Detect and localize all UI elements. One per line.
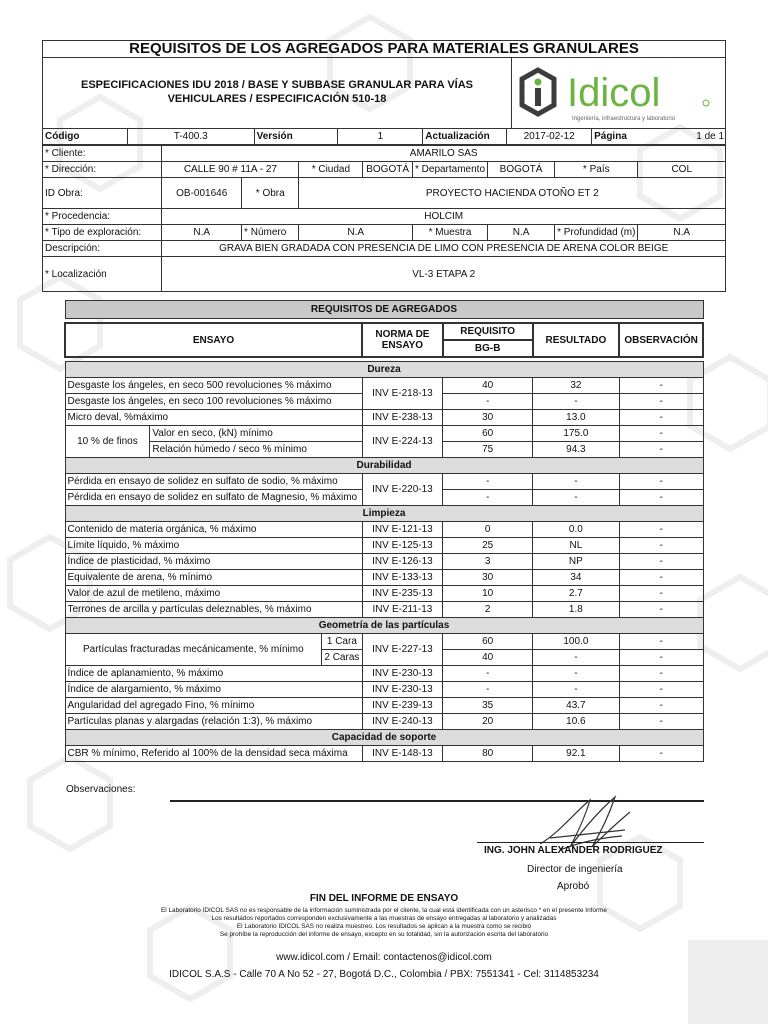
resultado-cell: 0.0 <box>533 522 620 538</box>
norma-cell: INV E-240-13 <box>362 714 443 730</box>
table-row <box>65 410 703 426</box>
id-obra-label: ID Obra: <box>43 178 162 209</box>
ensayo-cell: Desgaste los ángeles, en seco 100 revoluciones % máximo <box>65 394 362 410</box>
requisito-cell: 60 <box>443 426 533 442</box>
norma-cell: INV E-239-13 <box>362 698 443 714</box>
cliente-value: AMARILO SAS <box>162 146 726 162</box>
ciudad-value: BOGOTÁ <box>363 162 413 178</box>
norma-cell: INV E-133-13 <box>362 570 443 586</box>
requirements-table <box>64 300 704 762</box>
procedencia-label: * Procedencia: <box>43 209 162 225</box>
requisito-cell: 80 <box>443 746 533 762</box>
requisito-cell: - <box>443 490 533 506</box>
requisito-cell: 3 <box>443 554 533 570</box>
id-obra-value: OB-001646 <box>162 178 242 209</box>
resultado-cell: - <box>533 394 620 410</box>
col-resultado: RESULTADO <box>533 323 620 357</box>
observacion-cell: - <box>619 522 703 538</box>
observacion-cell: - <box>619 426 703 442</box>
resultado-cell: 13.0 <box>533 410 620 426</box>
col-observacion: OBSERVACIÓN <box>619 323 703 357</box>
resultado-cell: NP <box>533 554 620 570</box>
observacion-cell: - <box>619 682 703 698</box>
table-row <box>65 378 703 394</box>
observacion-cell: - <box>619 442 703 458</box>
resultado-cell: 175.0 <box>533 426 620 442</box>
table-row <box>65 570 703 586</box>
norma-cell: INV E-227-13 <box>362 634 443 666</box>
table-row <box>65 586 703 602</box>
requisito-cell: 40 <box>443 650 533 666</box>
table-row <box>65 426 703 442</box>
table-row <box>65 666 703 682</box>
resultado-cell: 100.0 <box>533 634 620 650</box>
requisito-cell: 30 <box>443 570 533 586</box>
muestra-label: * Muestra <box>412 225 487 241</box>
descripcion-label: Descripción: <box>43 241 162 257</box>
actualizacion-value: 2017-02-12 <box>507 129 592 145</box>
signer-name: ING. JOHN ALEXANDER RODRIGUEZ <box>484 845 663 856</box>
ciudad-label: * Ciudad <box>299 162 363 178</box>
norma-cell: INV E-121-13 <box>362 522 443 538</box>
ensayo-cell: Pérdida en ensayo de solidez en sulfato de sodio, % máximo <box>65 474 362 490</box>
ensayo-cell: Pérdida en ensayo de solidez en sulfato de Magnesio, % máximo <box>65 490 362 506</box>
logo-brand: Idicol <box>567 71 661 115</box>
ensayo-cell: Desgaste los ángeles, en seco 500 revoluciones % máximo <box>65 378 362 394</box>
muestra-value: N.A <box>488 225 555 241</box>
requirements-title: REQUISITOS DE AGREGADOS <box>65 301 703 319</box>
observacion-cell: - <box>619 490 703 506</box>
procedencia-value: HOLCIM <box>162 209 726 225</box>
signature-line <box>477 842 704 843</box>
ensayo-cell: Índice de alargamiento, % máximo <box>65 682 362 698</box>
client-info-table <box>42 128 726 145</box>
table-row <box>65 682 703 698</box>
observacion-cell: - <box>619 746 703 762</box>
norma-cell: INV E-126-13 <box>362 554 443 570</box>
departamento-label: * Departamento <box>412 162 487 178</box>
resultado-cell: 92.1 <box>533 746 620 762</box>
table-row <box>65 554 703 570</box>
profundidad-label: * Profundidad (m) <box>555 225 638 241</box>
requisito-cell: 20 <box>443 714 533 730</box>
section-capacidad: Capacidad de soporte <box>65 730 703 746</box>
resultado-cell: 1.8 <box>533 602 620 618</box>
observacion-cell: - <box>619 554 703 570</box>
localizacion-value: VL-3 ETAPA 2 <box>162 257 726 292</box>
resultado-cell: - <box>533 666 620 682</box>
resultado-cell: 32 <box>533 378 620 394</box>
company-logo <box>511 57 726 129</box>
requisito-cell: 30 <box>443 410 533 426</box>
col-requisito: REQUISITO <box>443 323 533 340</box>
requisito-cell: 35 <box>443 698 533 714</box>
resultado-cell: - <box>533 650 620 666</box>
obra-label: * Obra <box>242 178 299 209</box>
group-cell: Partículas fracturadas mecánicamente, % mínimo <box>65 634 322 666</box>
observacion-cell: - <box>619 650 703 666</box>
resultado-cell: - <box>533 682 620 698</box>
table-row <box>65 538 703 554</box>
tipo-exploracion-label: * Tipo de exploración: <box>43 225 162 241</box>
pagina-cell <box>592 129 726 145</box>
table-row <box>65 746 703 762</box>
requisito-cell: 40 <box>443 378 533 394</box>
table-row <box>65 698 703 714</box>
requisito-cell: 75 <box>443 442 533 458</box>
specification-heading <box>42 57 512 129</box>
observacion-cell: - <box>619 586 703 602</box>
norma-cell: INV E-220-13 <box>362 474 443 506</box>
resultado-cell: 94.3 <box>533 442 620 458</box>
numero-label: * Número <box>242 225 299 241</box>
disclaimer-line: Se prohíbe la reproducción del informe de ensayo, excepto en su totalidad, sin la autorización escrita del laboratorio <box>219 931 549 938</box>
codigo-value: T-400.3 <box>127 129 254 145</box>
pais-label: * País <box>555 162 638 178</box>
disclaimer-line: El Laboratorio IDICOL SAS no es responsable de la información suministrada por el cliente, la cual está identificada con un asterisco * en el presente Informe <box>161 907 607 914</box>
pais-value: COL <box>638 162 726 178</box>
website-contact: www.idicol.com / Email: contactenos@idicol.com <box>276 952 492 963</box>
requisito-cell: 2 <box>443 602 533 618</box>
ensayo-cell: Contenido de materia orgánica, % máximo <box>65 522 362 538</box>
obra-value: PROYECTO HACIENDA OTOÑO ET 2 <box>299 178 726 209</box>
observacion-cell: - <box>619 394 703 410</box>
actualizacion-label: Actualización <box>423 129 507 145</box>
group-cell: 10 % de finos <box>65 426 150 458</box>
observacion-cell: - <box>619 570 703 586</box>
departamento-value: BOGOTÁ <box>488 162 555 178</box>
table-row <box>65 474 703 490</box>
norma-cell: INV E-211-13 <box>362 602 443 618</box>
observacion-cell: - <box>619 378 703 394</box>
ensayo-cell: Angularidad del agregado Fino, % mínimo <box>65 698 362 714</box>
disclaimer <box>60 907 708 939</box>
norma-cell: INV E-230-13 <box>362 666 443 682</box>
section-geometria: Geometría de las partículas <box>65 618 703 634</box>
ensayo-cell: Índice de plasticidad, % máximo <box>65 554 362 570</box>
resultado-cell: - <box>533 474 620 490</box>
disclaimer-line: Los resultados reportados corresponden exclusivamente a las muestras de ensayo entregadas al laboratorio y analizadas <box>211 915 557 922</box>
norma-cell: INV E-148-13 <box>362 746 443 762</box>
requisito-cell: 25 <box>443 538 533 554</box>
company-address: IDICOL S.A.S - Calle 70 A No 52 - 27, Bogotá D.C., Colombia / PBX: 7551341 - Cel: 3114853234 <box>169 969 599 980</box>
table-row <box>65 522 703 538</box>
requisito-cell: - <box>443 666 533 682</box>
cliente-label: * Cliente: <box>43 146 162 162</box>
col-norma: NORMA DE ENSAYO <box>362 323 443 357</box>
observacion-cell: - <box>619 714 703 730</box>
resultado-cell: 10.6 <box>533 714 620 730</box>
ensayo-cell: Equivalente de arena, % mínimo <box>65 570 362 586</box>
observaciones-label: Observaciones: <box>66 784 136 795</box>
observacion-cell: - <box>619 474 703 490</box>
ensayo-cell: Valor de azul de metileno, máximo <box>65 586 362 602</box>
section-limpieza: Limpieza <box>65 506 703 522</box>
requisito-cell: 0 <box>443 522 533 538</box>
spec-line-1: ESPECIFICACIONES IDU 2018 / BASE Y SUBBASE GRANULAR PARA VÍAS <box>80 79 473 92</box>
col-requisito-sub: BG-B <box>443 340 533 357</box>
norma-cell: INV E-125-13 <box>362 538 443 554</box>
col-ensayo: ENSAYO <box>65 323 362 357</box>
report-title: REQUISITOS DE LOS AGREGADOS PARA MATERIALES GRANULARES <box>42 40 726 58</box>
ensayo-cell: Partículas planas y alargadas (relación 1:3), % máximo <box>65 714 362 730</box>
table-row <box>65 714 703 730</box>
numero-value: N.A <box>299 225 413 241</box>
norma-cell: INV E-218-13 <box>362 378 443 410</box>
observacion-cell: - <box>619 538 703 554</box>
requisito-cell: - <box>443 474 533 490</box>
direccion-label: * Dirección: <box>43 162 162 178</box>
resultado-cell: 43.7 <box>533 698 620 714</box>
sub-cell: 2 Caras <box>322 650 362 666</box>
resultado-cell: 34 <box>533 570 620 586</box>
tipo-exploracion-value: N.A <box>162 225 242 241</box>
requisito-cell: 60 <box>443 634 533 650</box>
codigo-label: Código <box>43 129 128 145</box>
client-details-table <box>42 145 726 292</box>
pagina-label: Página <box>594 131 627 142</box>
norma-cell: INV E-230-13 <box>362 682 443 698</box>
ensayo-cell: Límite líquido, % máximo <box>65 538 362 554</box>
requisito-cell: - <box>443 682 533 698</box>
resultado-cell: - <box>533 490 620 506</box>
section-dureza: Dureza <box>65 362 703 378</box>
ensayo-cell: Relación húmedo / seco % mínimo <box>150 442 362 458</box>
section-durabilidad: Durabilidad <box>65 458 703 474</box>
table-row <box>65 634 703 650</box>
version-label: Versión <box>254 129 338 145</box>
ensayo-cell: Terrones de arcilla y partículas deleznables, % máximo <box>65 602 362 618</box>
norma-cell: INV E-235-13 <box>362 586 443 602</box>
disclaimer-line: El Laboratorio IDICOL SAS no realiza muestreo. Los resultados se aplican a la muestra como se recibió <box>236 923 532 930</box>
ensayo-cell: Valor en seco, (kN) mínimo <box>150 426 362 442</box>
observacion-cell: - <box>619 634 703 650</box>
descripcion-value: GRAVA BIEN GRADADA CON PRESENCIA DE LIMO CON PRESENCIA DE ARENA COLOR BEIGE <box>162 241 726 257</box>
sub-cell: 1 Cara <box>322 634 362 650</box>
observacion-cell: - <box>619 698 703 714</box>
ensayo-cell: CBR % mínimo, Referido al 100% de la densidad seca máxima <box>65 746 362 762</box>
resultado-cell: 2.7 <box>533 586 620 602</box>
norma-cell: INV E-224-13 <box>362 426 443 458</box>
ensayo-cell: Índice de aplanamiento, % máximo <box>65 666 362 682</box>
direccion-value: CALLE 90 # 11A - 27 <box>162 162 299 178</box>
ensayo-cell: Micro deval, %máximo <box>65 410 362 426</box>
observacion-cell: - <box>619 602 703 618</box>
requisito-cell: - <box>443 394 533 410</box>
signer-role: Director de ingeniería <box>527 864 623 875</box>
observacion-cell: - <box>619 666 703 682</box>
pagina-value: 1 de 1 <box>696 131 725 142</box>
norma-cell: INV E-238-13 <box>362 410 443 426</box>
logo-tagline: Ingeniería, infraestructura y laboratorio <box>572 116 676 122</box>
table-row <box>65 602 703 618</box>
report-end-title: FIN DEL INFORME DE ENSAYO <box>309 893 459 904</box>
requisito-cell: 10 <box>443 586 533 602</box>
profundidad-value: N.A <box>638 225 726 241</box>
resultado-cell: NL <box>533 538 620 554</box>
observacion-cell: - <box>619 410 703 426</box>
approved-label: Aprobó <box>557 881 590 892</box>
version-value: 1 <box>338 129 423 145</box>
spec-line-2: VEHICULARES / ESPECIFICACIÓN 510-18 <box>167 93 387 105</box>
localizacion-label: * Localización <box>43 257 162 292</box>
